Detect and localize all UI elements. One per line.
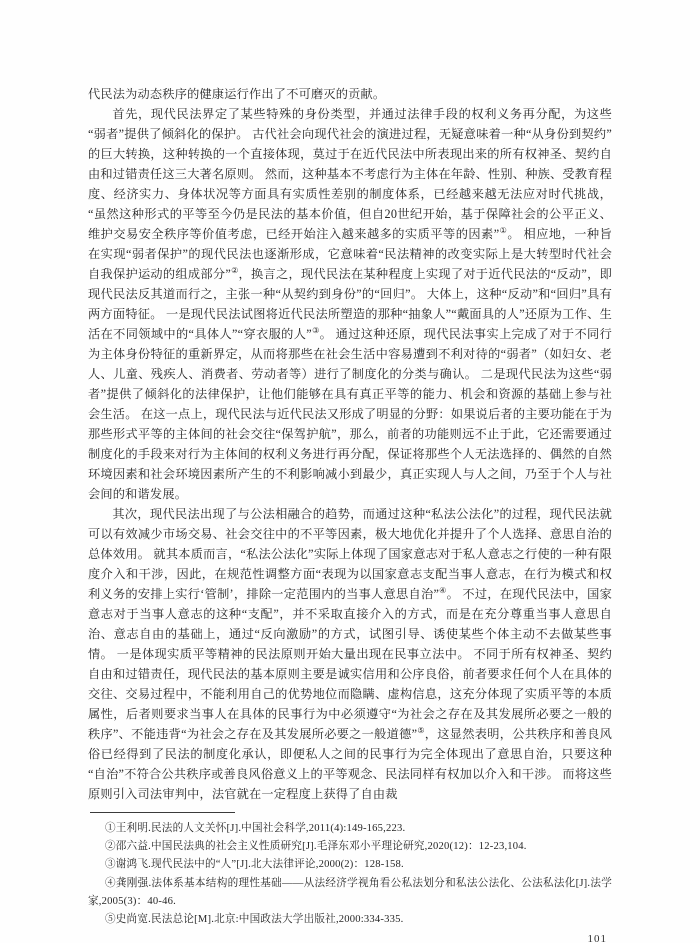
body-text <box>88 84 612 804</box>
footnote-separator <box>90 812 235 813</box>
footnote-ref: ② <box>230 265 239 275</box>
footnote: ②邵六益.中国民法典的社会主义性质研究[J].毛泽东邓小平理论研究,2020(12)：12-23,104. <box>104 841 527 853</box>
body-paragraph: 首先，现代民法界定了某些特殊的身份类型，并通过法律手段的权利义务再分配，为这些“弱者”提供了倾斜化的保护。 古代社会向现代社会的演进过程，无疑意味着一种“从身份到契约”的巨大转换，这种转换的一个直接体现，莫过于在近代民法中所表现出来的所有权神圣、契约自由和过错责任这三大著名原则。 然而，这种基本不考虑行为主体在年龄、性别、种族、受教育程度、经济实力、身体状况等方面具有实质性差别的制度体系，已经越来越无法应对时代挑战，“虽然这种形式的平等至今仍是民法的基本价值，但自20世纪开始，基于保障社会的公平正义、维护交易安全秩序等价值考虑，已经开始注入越来越多的实质平等的因素”①。 相应地，一种旨在实现“弱者保护”的现代民法也逐渐形成，它意味着“民法精神的改变实际上是大转型时代社会自我保护运动的组成部分”②，换言之，现代民法在某种程度上实现了对于近代民法的“反动”，即现代民法反其道而行之，主张一种“从契约到身份”的“回归”。 大体上，这种“反动”和“回归”具有两方面特征。 一是现代民法试图将近代民法所塑造的那种“抽象人”“戴面具的人”还原为工作、生活在不同领域中的“具体人”“穿衣服的人”③。 通过这种还原，现代民法事实上完成了对于不同行为主体身份特征的重新界定，从而将那些在社会生活中容易遭到不利对待的“弱者”（如妇女、老人、儿童、残疾人、消费者、劳动者等）进行了制度化的分类与确认。 二是现代民法为这些“弱者”提供了倾斜化的法律保护，让他们能够在具有真正平等的能力、机会和资源的基础上参与社会生活。 在这一点上，现代民法与近代民法又形成了明显的分野：如果说后者的主要功能在于为那些形式平等的主体间的社会交往“保驾护航”，那么，前者的功能则远不止于此，它还需要通过制度化的手段来对行为主体间的权利义务进行再分配，保证将那些个人无法选择的、偶然的自然环境因素和社会环境因素所产生的不利影响减小到最少，真正实现人与人之间，乃至于个人与社会间的和谐发展。 <box>88 107 613 501</box>
body-paragraph: 代民法为动态秩序的健康运行作出了不可磨灭的贡献。 <box>88 87 386 101</box>
footnote: ①王利明.民法的人文关怀[J].中国社会科学,2011(4):149-165,223. <box>104 823 406 834</box>
footnote-ref: ① <box>499 225 508 235</box>
footnote-marker: ③ <box>104 859 116 871</box>
footnote-ref: ⑤ <box>417 725 425 735</box>
footnote: ④龚刚强.法体系基本结构的理性基础——从法经济学视角看公私法划分和私法公法化、公法私法化[J].法学家,2005(3)：40-46. <box>88 877 612 907</box>
footnote-marker: ① <box>104 823 116 834</box>
footnote-marker: ② <box>104 841 116 853</box>
footnote-list <box>88 820 612 929</box>
footnote: ③谢鸿飞.现代民法中的“人”[J].北大法律评论,2000(2)：128-158. <box>104 859 404 871</box>
page-number: 101 <box>587 933 607 943</box>
body-paragraph: 其次，现代民法出现了与公法相融合的趋势，而通过这种“私法公法化”的过程，现代民法就可以有效减少市场交易、社会交往中的不平等因素，极大地优化并提升了个人选择、意思自治的总体效用。 就其本质而言，“私法公法化”实际上体现了国家意志对于私人意志之行使的一种有限度介入和干涉，因此，在规范性调整方面“表现为以国家意志支配当事人意志，在行为模式和权利义务的安排上实行‘管制’，排除一定范围内的当事人意思自治”④。 不过，在现代民法中，国家意志对于当事人意志的这种“支配”，并不采取直接介入的方式，而是在充分尊重当事人意思自治、意志自由的基础上，通过“反向激励”的方式，试图引导、诱使某些个体主动不去做某些事情。 一是体现实质平等精神的民法原则开始大量出现在民事立法中。 不同于所有权神圣、契约自由和过错责任，现代民法的基本原则主要是诚实信用和公序良俗，前者要求任何个人在具体的交往、交易过程中，不能利用自己的优势地位而隐瞒、虚构信息，这充分体现了实质平等的本质属性，后者则要求当事人在具体的民事行为中必须遵守“为社会之存在及其发展所必要之一般的秩序”、不能违背“为社会之存在及其发展所必要之一般道德”⑤，这显然表明，公共秩序和善良风俗已经得到了民法的制度化承认，即便私人之间的民事行为完全体现出了意思自治，只要这种“自治”不符合公共秩序或善良风俗意义上的平等观念、民法同样有权加以介入和干涉。 而将这些原则引入司法审判中，法官就在一定程度上获得了自由裁 <box>88 507 613 801</box>
footnote-ref: ③ <box>311 325 320 335</box>
footnote-marker: ⑤ <box>104 914 116 926</box>
footnote-ref: ④ <box>439 585 447 595</box>
footnote: ⑤史尚宽.民法总论[M].北京:中国政法大学出版社,2000:334-335. <box>104 914 404 926</box>
footnote-marker: ④ <box>104 877 116 889</box>
